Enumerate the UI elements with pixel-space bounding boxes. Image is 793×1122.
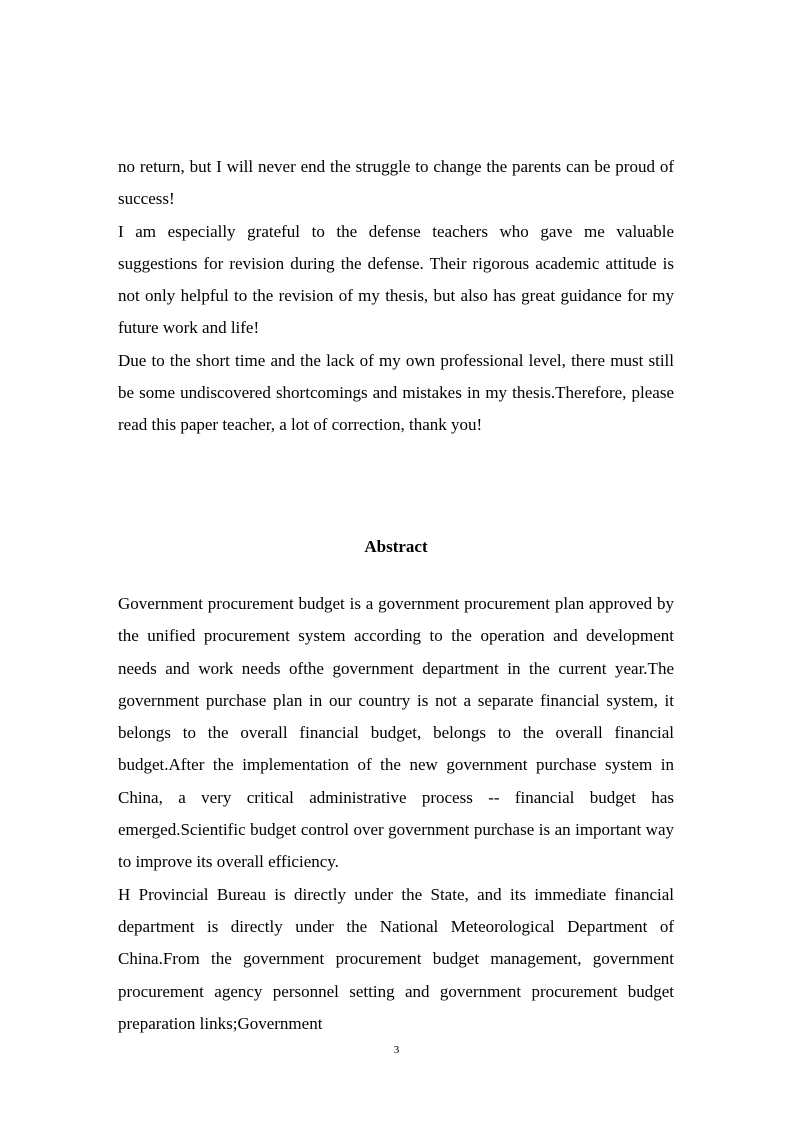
abstract-section bbox=[118, 588, 674, 1040]
acknowledgement-paragraph-3: Due to the short time and the lack of my own professional level, there must still be some undiscovered shortcomings and mistakes in my thesis.Therefore, please read this paper teacher, a lot of correction, thank you! bbox=[118, 350, 674, 435]
abstract-paragraph-1: Government procurement budget is a government procurement plan approved by the unified procurement system according to the operation and development needs and work needs ofthe government department in the current year.The government purchase plan in our country is not a separate financial system, it belongs to the overall financial budget, belongs to the overall financial budget.After the implementation of the new government purchase system in China, a very critical administrative process -- financial budget has emerged.Scientific budget control over government purchase is an important way to improve its overall efficiency. bbox=[118, 594, 674, 872]
acknowledgement-paragraph-2: I am especially grateful to the defense teachers who gave me valuable suggestions for revision during the defense. Their rigorous academic attitude is not only helpful to the revision of my thesis, but also has great guidance for my future work and life! bbox=[118, 221, 674, 338]
abstract-paragraph-2: H Provincial Bureau is directly under the State, and its immediate financial department is directly under the National Meteorological Department of China.From the government procurement budget management, government procurement agency personnel setting and government procurement budget preparation links;Government bbox=[118, 884, 674, 1033]
abstract-heading: Abstract bbox=[364, 537, 428, 556]
acknowledgement-paragraph-1: no return, but I will never end the struggle to change the parents can be proud of success! bbox=[118, 157, 674, 209]
page-number: 3 bbox=[393, 1044, 400, 1056]
acknowledgement-section bbox=[118, 151, 674, 442]
